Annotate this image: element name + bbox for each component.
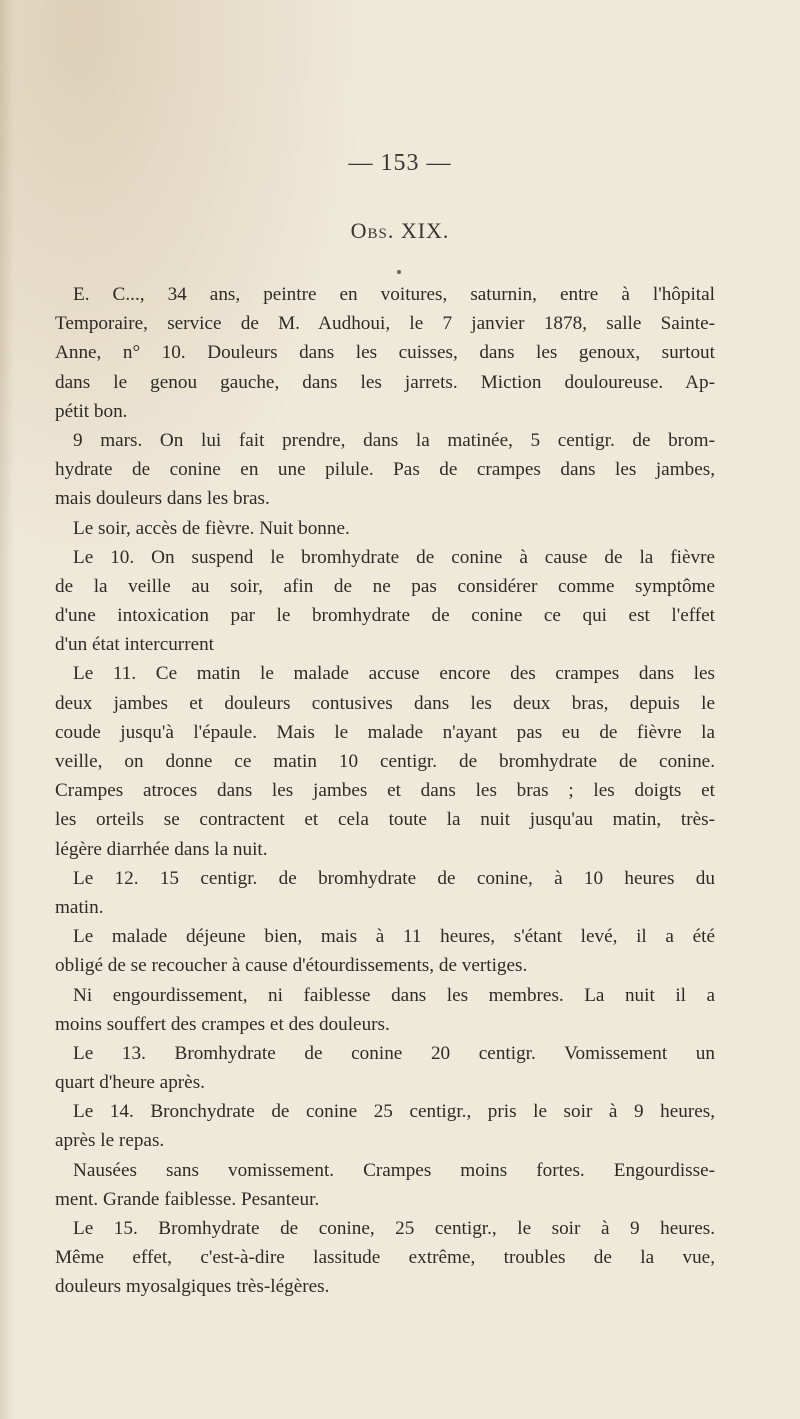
- text-line: Le malade déjeune bien, mais à 11 heures, s'étant levé, il a été: [73, 926, 715, 948]
- text-line: dans le genou gauche, dans les jarrets. Miction douloureuse. Ap-: [55, 371, 715, 393]
- text-line: obligé de se recoucher à cause d'étourdissements, de vertiges.: [55, 955, 528, 977]
- text-line: Nausées sans vomissement. Crampes moins fortes. Engourdisse-: [73, 1159, 715, 1181]
- page-number: — 153 —: [348, 150, 452, 176]
- text-line: Le 12. 15 centigr. de bromhydrate de conine, à 10 heures du: [73, 867, 715, 889]
- text-line: Temporaire, service de M. Audhoui, le 7 janvier 1878, salle Sainte-: [55, 313, 715, 335]
- text-line: Ni engourdissement, ni faiblesse dans les membres. La nuit il a: [73, 984, 715, 1006]
- text-line: Anne, n° 10. Douleurs dans les cuisses, dans les genoux, surtout: [55, 342, 715, 364]
- body-text: [55, 280, 715, 1302]
- text-line: Le 15. Bromhydrate de conine, 25 centigr., le soir à 9 heures.: [73, 1218, 715, 1239]
- text-line: deux jambes et douleurs contusives dans les deux bras, depuis le: [55, 692, 715, 714]
- text-line: après le repas.: [55, 1130, 165, 1152]
- ornament-dot: [397, 270, 401, 274]
- text-line: ment. Grande faiblesse. Pesanteur.: [55, 1188, 320, 1210]
- text-line: de la veille au soir, afin de ne pas considérer comme symptôme: [55, 575, 715, 597]
- text-line: veille, on donne ce matin 10 centigr. de bromhydrate de conine.: [55, 751, 715, 772]
- text-line: coude jusqu'à l'épaule. Mais le malade n'ayant pas eu de fièvre la: [55, 721, 715, 743]
- text-line: Le soir, accès de fièvre. Nuit bonne.: [73, 517, 350, 539]
- text-line: Le 11. Ce matin le malade accuse encore des crampes dans les: [73, 663, 715, 685]
- text-line: d'une intoxication par le bromhydrate de conine ce qui est l'effet: [55, 605, 715, 627]
- text-line: Crampes atroces dans les jambes et dans les bras ; les doigts et: [55, 780, 715, 802]
- text-line: les orteils se contractent et cela toute la nuit jusqu'au matin, très-: [55, 809, 715, 831]
- text-line: Le 10. On suspend le bromhydrate de conine à cause de la fièvre: [73, 546, 715, 568]
- text-line: d'un état intercurrent: [55, 634, 215, 656]
- text-line: douleurs myosalgiques très-légères.: [55, 1276, 330, 1298]
- text-line: hydrate de conine en une pilule. Pas de crampes dans les jambes,: [55, 459, 715, 481]
- text-line: Le 13. Bromhydrate de conine 20 centigr. Vomissement un: [73, 1042, 715, 1064]
- text-line: Le 14. Bronchydrate de conine 25 centigr., pris le soir à 9 heures,: [73, 1101, 715, 1123]
- text-line: pétit bon.: [55, 400, 128, 422]
- text-line: légère diarrhée dans la nuit.: [55, 838, 268, 860]
- text-line: 9 mars. On lui fait prendre, dans la matinée, 5 centigr. de brom-: [73, 429, 715, 451]
- text-line: E. C..., 34 ans, peintre en voitures, saturnin, entre à l'hôpital: [73, 284, 715, 305]
- text-line: moins souffert des crampes et des douleurs.: [55, 1013, 390, 1035]
- text-line: Même effet, c'est-à-dire lassitude extrême, troubles de la vue,: [55, 1247, 715, 1269]
- text-line: mais douleurs dans les bras.: [55, 488, 270, 510]
- text-line: quart d'heure après.: [55, 1072, 205, 1094]
- observation-title: Obs. XIX.: [350, 218, 450, 243]
- text-line: matin.: [55, 896, 104, 918]
